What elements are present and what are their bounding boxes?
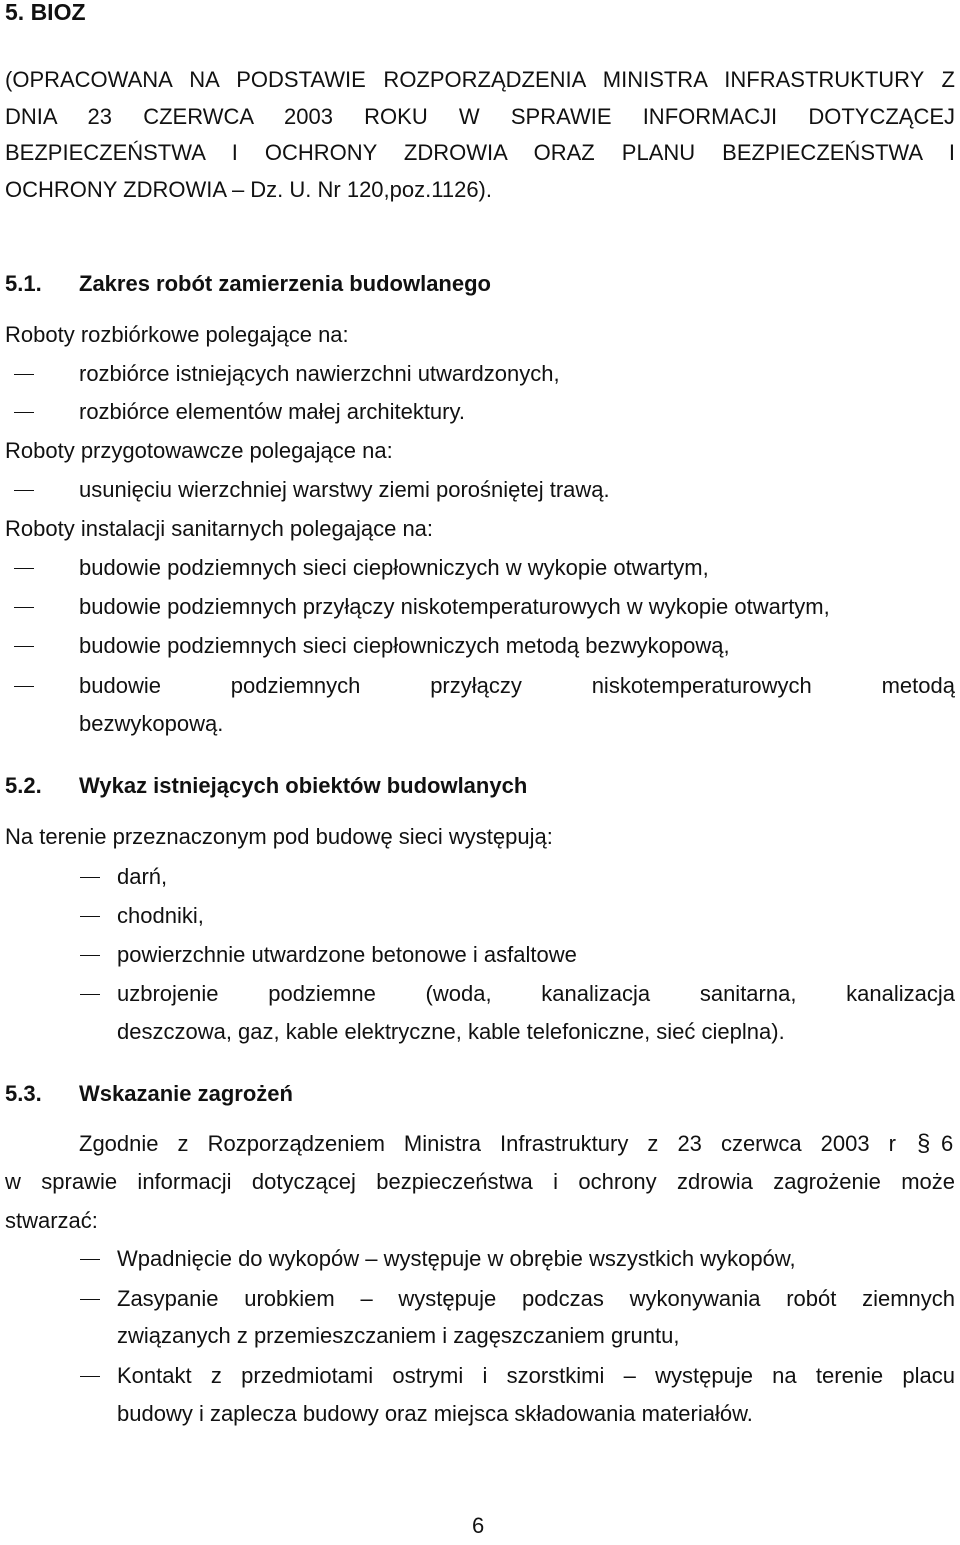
s53-para-line-3: stwarzać:: [5, 1208, 98, 1233]
intro-line-1: (OPRACOWANA NA PODSTAWIE ROZPORZĄDZENIA MINISTRA INFRASTRUKTURY Z: [5, 67, 955, 92]
intro-line-2: DNIA 23 CZERWCA 2003 ROKU W SPRAWIE INFORMACJI DOTYCZĄCEJ: [5, 104, 955, 129]
s52-item-4-line-2: deszczowa, gaz, kable elektryczne, kable telefoniczne, sieć cieplna).: [117, 1019, 785, 1044]
sanitary-item-4-line-2: bezwykopową.: [79, 711, 224, 736]
hazard-3-line-1: Kontakt z przedmiotami ostrymi i szorstkimi – występuje na terenie placu: [117, 1363, 955, 1388]
s52-title: Wykaz istniejących obiektów budowlanych: [79, 773, 528, 798]
intro-line-4: OCHRONY ZDROWIA – Dz. U. Nr 120,poz.1126).: [5, 177, 492, 202]
demolition-item-1: rozbiórce istniejących nawierzchni utwardzonych,: [79, 361, 560, 386]
bullet-dash: [14, 374, 34, 375]
bullet-dash: [14, 607, 34, 608]
demolition-item-2: rozbiórce elementów małej architektury.: [79, 399, 465, 424]
s52-item-1: darń,: [117, 864, 168, 889]
section-sign: §: [917, 1130, 931, 1157]
s52-item-3: powierzchnie utwardzone betonowe i asfaltowe: [117, 942, 577, 967]
bullet-dash: [14, 646, 34, 647]
hazard-2-line-1: Zasypanie urobkiem – występuje podczas wykonywania robót ziemnych: [117, 1286, 955, 1311]
prep-intro: Roboty przygotowawcze polegające na:: [5, 438, 393, 463]
hazard-2-line-2: związanych z przemieszczaniem i zagęszczaniem gruntu,: [117, 1323, 680, 1348]
bullet-dash: [80, 1376, 100, 1377]
bullet-dash: [80, 877, 100, 878]
s53-para-line-1: Zgodnie z Rozporządzeniem Ministra Infrastruktury z 23 czerwca 2003 r: [79, 1131, 896, 1156]
s52-item-2: chodniki,: [117, 903, 204, 928]
s53-number: 5.3.: [5, 1081, 42, 1106]
s53-title: Wskazanie zagrożeń: [79, 1081, 293, 1106]
bullet-dash: [80, 994, 100, 995]
section-title: 5. BIOZ: [5, 0, 86, 25]
bullet-dash: [14, 412, 34, 413]
s51-title: Zakres robót zamierzenia budowlanego: [79, 271, 491, 296]
prep-item-1: usunięciu wierzchniej warstwy ziemi porośniętej trawą.: [79, 477, 610, 502]
bullet-dash: [80, 1299, 100, 1300]
s53-para-line-2: w sprawie informacji dotyczącej bezpieczeństwa i ochrony zdrowia zagrożenie może: [5, 1169, 955, 1194]
page-number: 6: [472, 1513, 485, 1538]
s52-item-4-line-1: uzbrojenie podziemne (woda, kanalizacja sanitarna, kanalizacja: [117, 981, 955, 1006]
sanitary-item-2: budowie podziemnych przyłączy niskotemperaturowych w wykopie otwartym,: [79, 594, 830, 619]
bullet-dash: [80, 916, 100, 917]
bullet-dash: [14, 568, 34, 569]
sanitary-item-3: budowie podziemnych sieci ciepłowniczych metodą bezwykopową,: [79, 633, 730, 658]
hazard-3-line-2: budowy i zaplecza budowy oraz miejsca składowania materiałów.: [117, 1401, 753, 1426]
s51-number: 5.1.: [5, 271, 42, 296]
sanitary-item-1: budowie podziemnych sieci ciepłowniczych w wykopie otwartym,: [79, 555, 709, 580]
demolition-intro: Roboty rozbiórkowe polegające na:: [5, 322, 349, 347]
bullet-dash: [14, 490, 34, 491]
s52-intro: Na terenie przeznaczonym pod budowę sieci występują:: [5, 824, 553, 849]
section-number: 6: [941, 1131, 954, 1156]
s52-number: 5.2.: [5, 773, 42, 798]
bullet-dash: [80, 1259, 100, 1260]
intro-line-3: BEZPIECZEŃSTWA I OCHRONY ZDROWIA ORAZ PLANU BEZPIECZEŃSTWA I: [5, 140, 955, 165]
hazard-1: Wpadnięcie do wykopów – występuje w obrębie wszystkich wykopów,: [117, 1246, 796, 1271]
bullet-dash: [14, 686, 34, 687]
sanitary-intro: Roboty instalacji sanitarnych polegające na:: [5, 516, 434, 541]
bullet-dash: [80, 955, 100, 956]
sanitary-item-4-line-1: budowie podziemnych przyłączy niskotemperaturowych metodą: [79, 673, 955, 698]
